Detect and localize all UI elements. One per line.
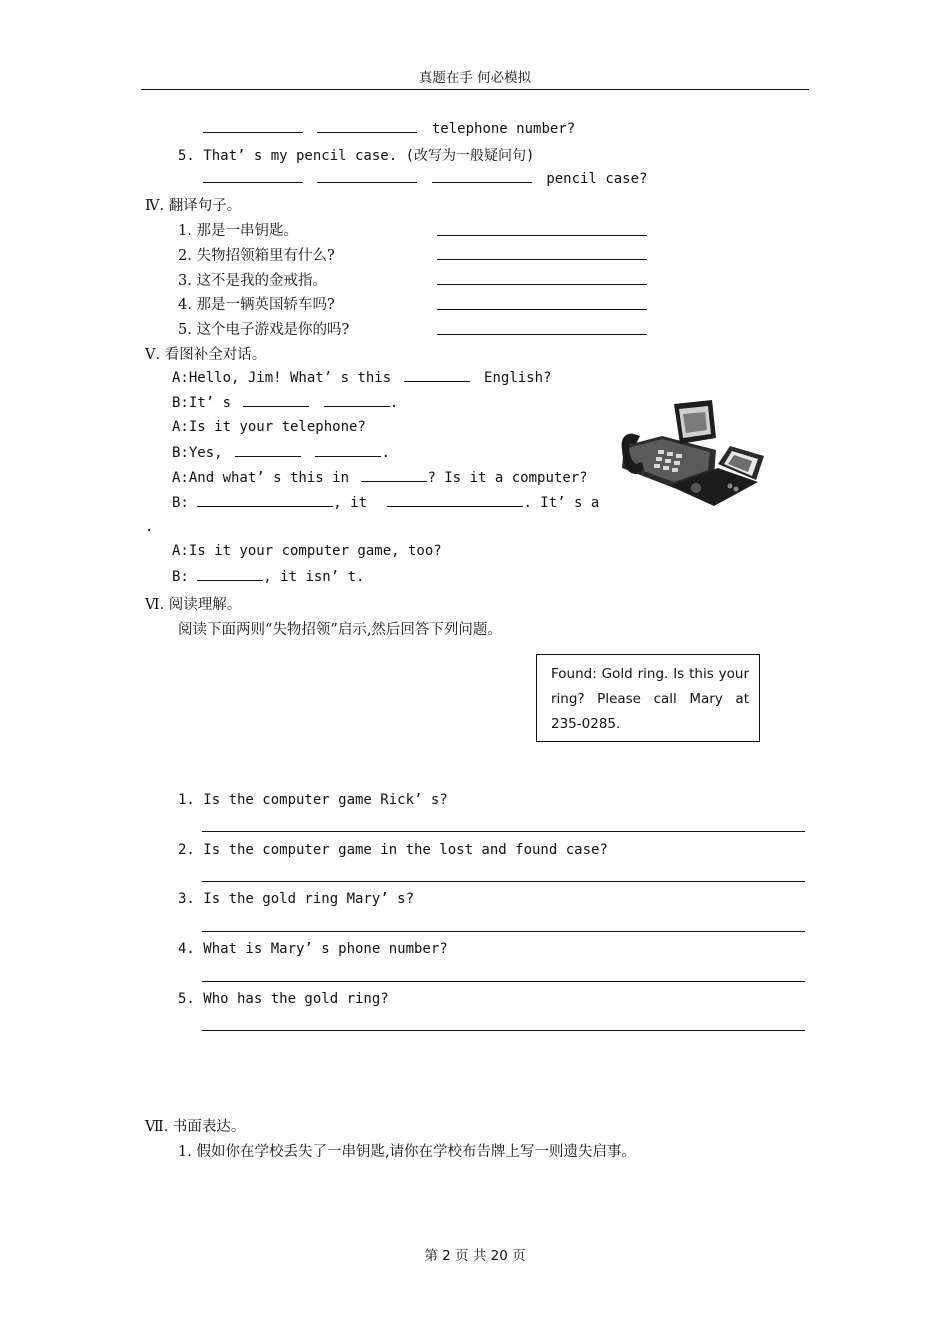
s5-text: , it isn’ t. <box>263 569 365 585</box>
s6-answer-line[interactable] <box>202 831 805 832</box>
s4-item: 5. 这个电子游戏是你的吗? <box>178 322 350 338</box>
s5-text: A:Hello, Jim! What’ s this <box>172 370 392 386</box>
answer-blank[interactable] <box>361 469 427 482</box>
s5-text: B:Yes, <box>172 445 223 461</box>
s5-line-5 <box>172 469 588 486</box>
answer-blank[interactable] <box>203 170 303 183</box>
s4-answer-line[interactable] <box>437 259 647 260</box>
s6-question: 4. What is Mary’ s phone number? <box>178 941 448 957</box>
s4-answer-line[interactable] <box>437 309 647 310</box>
answer-blank[interactable] <box>404 369 470 382</box>
s6-intro: 阅读下面两则“失物招领”启示,然后回答下列问题。 <box>178 622 502 638</box>
answer-blank[interactable] <box>243 394 309 407</box>
s4-item: 1. 那是一串钥匙。 <box>178 223 298 239</box>
s5-text: B: <box>172 569 189 585</box>
s6-title: Ⅵ. 阅读理解。 <box>145 597 242 613</box>
s5-text: B: <box>172 495 189 511</box>
s7-title: Ⅶ. 书面表达。 <box>145 1119 246 1135</box>
s5-line-2 <box>172 394 398 411</box>
s3-q4-line <box>203 120 575 137</box>
s4-title: Ⅳ. 翻译句子。 <box>145 198 242 214</box>
s4-answer-line[interactable] <box>437 284 647 285</box>
s5-text: ? Is it a computer? <box>427 470 588 486</box>
s4-answer-line[interactable] <box>437 235 647 236</box>
s5-text: B:It’ s <box>172 395 232 411</box>
s6-question: 1. Is the computer game Rick’ s? <box>178 792 448 808</box>
answer-blank[interactable] <box>197 494 333 507</box>
header-rule <box>141 89 809 90</box>
found-notice-box: Found: Gold ring. Is this your ring? Please call Mary at 235-0285. <box>536 654 760 742</box>
s5-line-1 <box>172 369 551 386</box>
s5-text: English? <box>484 370 552 386</box>
s3-q5: 5. That’ s my pencil case. (改写为一般疑问句) <box>178 148 535 164</box>
telephone-and-game-illustration <box>618 398 768 510</box>
answer-blank[interactable] <box>235 444 301 457</box>
s4-item: 3. 这不是我的金戒指。 <box>178 273 327 289</box>
answer-blank[interactable] <box>315 444 381 457</box>
s5-line-3: A:Is it your telephone? <box>172 419 366 435</box>
answer-blank[interactable] <box>317 170 417 183</box>
s5-line-9 <box>172 568 364 585</box>
s4-item: 4. 那是一辆英国轿车吗? <box>178 297 335 313</box>
s6-question: 5. Who has the gold ring? <box>178 991 389 1007</box>
s4-item: 2. 失物招领箱里有什么? <box>178 248 335 264</box>
page-footer: 第 2 页 共 20 页 <box>424 1248 526 1264</box>
s7-item-1: 1. 假如你在学校丢失了一串钥匙,请你在学校布告牌上写一则遗失启事。 <box>178 1144 637 1160</box>
s3-q5-tail: pencil case? <box>546 171 648 187</box>
s5-text: . <box>389 395 399 411</box>
s5-text: . It’ s a <box>523 495 600 511</box>
answer-blank[interactable] <box>317 120 417 133</box>
s4-answer-line[interactable] <box>437 334 647 335</box>
s3-q5-line <box>203 170 647 187</box>
answer-blank[interactable] <box>324 394 390 407</box>
s6-answer-line[interactable] <box>202 1030 805 1031</box>
s5-text: . <box>381 445 390 461</box>
s6-question: 2. Is the computer game in the lost and found case? <box>178 842 608 858</box>
page-header-title: 真题在手 何必模拟 <box>418 70 532 86</box>
answer-blank[interactable] <box>203 120 303 133</box>
s5-title: Ⅴ. 看图补全对话。 <box>145 347 267 363</box>
s6-question: 3. Is the gold ring Mary’ s? <box>178 891 415 907</box>
s6-answer-line[interactable] <box>202 931 805 932</box>
answer-blank[interactable] <box>197 568 263 581</box>
s5-text: , it <box>333 495 368 511</box>
s5-line-4 <box>172 444 390 461</box>
s5-line-7: . <box>145 519 154 535</box>
answer-blank[interactable] <box>432 170 532 183</box>
s5-text: A:And what’ s this in <box>172 470 350 486</box>
s6-answer-line[interactable] <box>202 881 805 882</box>
s5-line-8: A:Is it your computer game, too? <box>172 543 442 559</box>
s3-q4-tail: telephone number? <box>431 121 576 137</box>
s6-answer-line[interactable] <box>202 981 805 982</box>
s5-line-6 <box>172 494 599 511</box>
answer-blank[interactable] <box>387 494 523 507</box>
